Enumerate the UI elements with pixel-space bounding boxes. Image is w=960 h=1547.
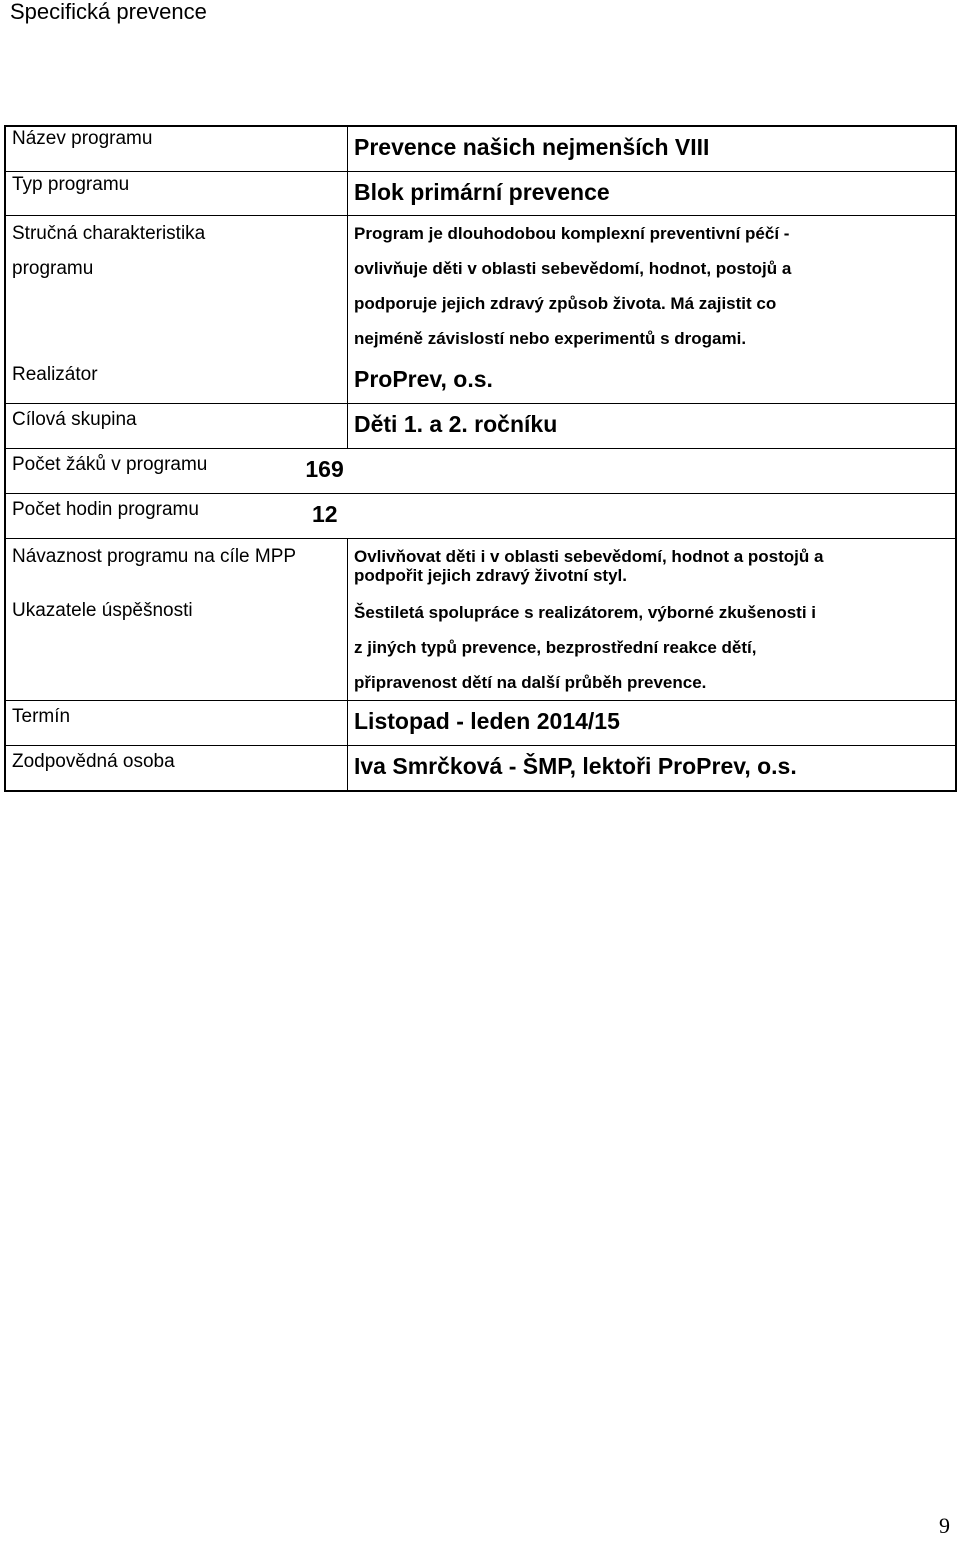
row-nazev [6,127,955,171]
value-navaznost-line-1: Ovlivňovat děti i v oblasti sebevědomí, hodnot a postojů a [354,547,824,566]
label-skupina: Cílová skupina [6,404,348,448]
value-navaznost [348,539,955,595]
value-skupina: Děti 1. a 2. ročníku [354,411,558,437]
label-charakteristika [6,216,348,359]
value-osoba: Iva Smrčková - ŠMP, lektoři ProPrev, o.s. [354,753,797,779]
label-nazev: Název programu [6,127,348,171]
row-realizator [6,359,955,403]
value-ukazatele-line-2: z jiných typů prevence, bezprostřední reakce dětí, [354,638,757,657]
label-typ: Typ programu [6,172,348,215]
label-charakteristika-line-2: programu [12,258,94,279]
value-pocet-zaku: 169 [305,456,344,482]
row-skupina [6,403,955,448]
label-osoba: Zodpovědná osoba [6,746,348,790]
value-realizator: ProPrev, o.s. [354,366,493,392]
value-navaznost-line-2: podpořit jejich zdravý životní styl. [354,566,627,585]
value-charakteristika-line-1: Program je dlouhodobou komplexní preventivní péčí - [354,224,790,243]
row-ukazatele [6,595,955,700]
value-nazev: Prevence našich nejmenších VIII [354,134,710,160]
page-number: 9 [939,1513,950,1538]
label-pocet-zaku: Počet žáků v programu [12,454,208,475]
row-typ [6,171,955,215]
label-realizator: Realizátor [6,359,348,403]
row-navaznost [6,538,955,595]
value-charakteristika-line-3: podporuje jejich zdravý způsob života. Má zajistit co [354,294,777,313]
row-pocet-hodin [6,493,955,538]
label-pocet-hodin: Počet hodin programu [12,499,199,520]
row-osoba [6,745,955,790]
value-typ: Blok primární prevence [354,179,610,205]
label-navaznost: Návaznost programu na cíle MPP [6,539,348,595]
value-charakteristika [348,216,955,359]
value-ukazatele-line-3: připravenost dětí na další průběh prevence. [354,673,707,692]
page-title: Specifická prevence [10,0,207,24]
label-charakteristika-line-1: Stručná charakteristika [12,223,206,244]
program-table [4,125,957,792]
row-charakteristika [6,215,955,359]
value-charakteristika-line-2: ovlivňuje děti v oblasti sebevědomí, hodnot, postojů a [354,259,792,278]
row-pocet-zaku [6,448,955,493]
value-termin: Listopad - leden 2014/15 [354,708,620,734]
label-ukazatele: Ukazatele úspěšnosti [6,595,348,700]
value-pocet-hodin: 12 [311,501,338,527]
value-ukazatele [348,595,955,700]
value-charakteristika-line-4: nejméně závislostí nebo experimentů s drogami. [354,329,747,348]
value-ukazatele-line-1: Šestiletá spolupráce s realizátorem, výborné zkušenosti i [354,603,817,622]
label-termin: Termín [6,701,348,745]
row-termin [6,700,955,745]
